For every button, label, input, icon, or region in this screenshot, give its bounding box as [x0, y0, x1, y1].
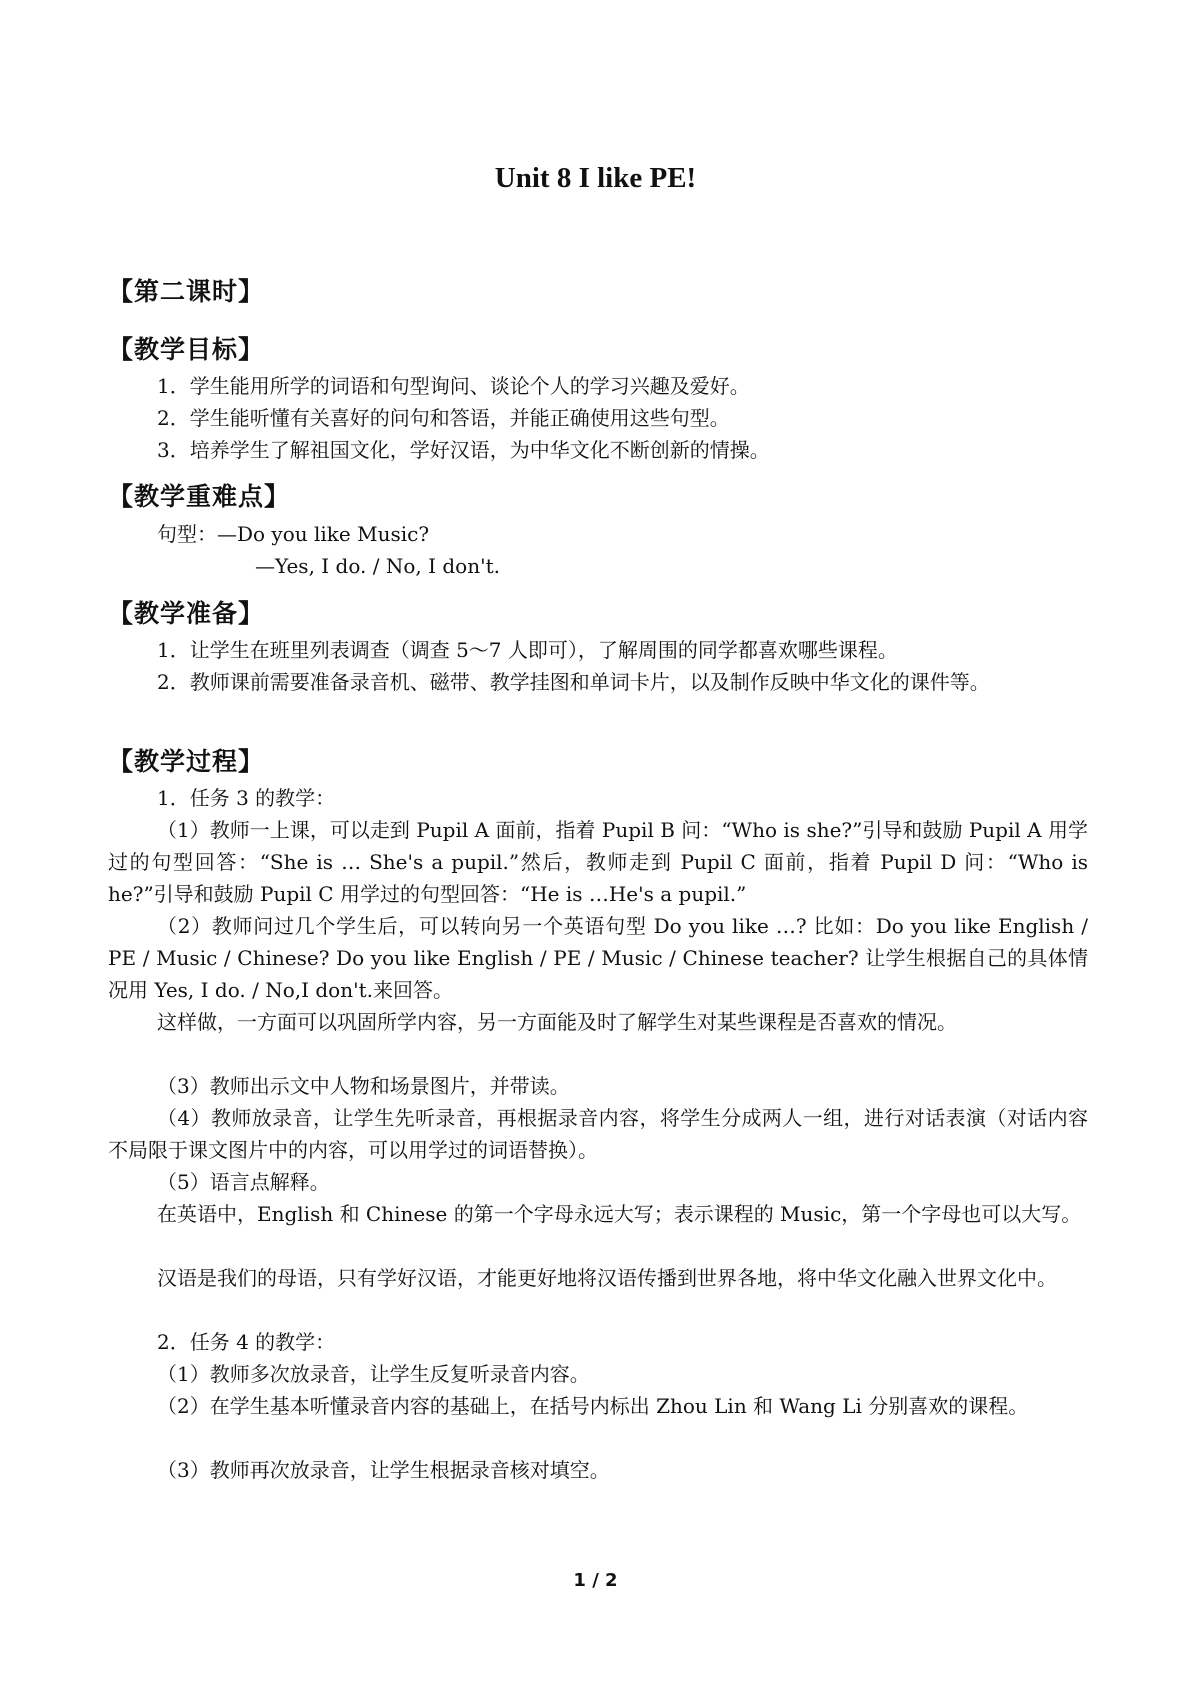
preparation-item: 2．教师课前需要准备录音机、磁带、教学挂图和单词卡片，以及制作反映中华文化的课件等。 — [157, 670, 990, 694]
paragraph: （2）教师问过几个学生后，可以转向另一个英语句型 Do you like …? 比如：Do you like English / PE / Music / Chinese? Do you like English / PE / Music / Chinese teacher? 让学生根据自己的具体情况用 Yes, I do. / No,I don't.来回答。 — [108, 914, 1088, 1002]
preparation-heading: 【教学准备】 — [108, 599, 265, 628]
key-points-heading: 【教学重难点】 — [108, 482, 291, 511]
paragraph: 这样做，一方面可以巩固所学内容，另一方面能及时了解学生对某些课程是否喜欢的情况。 — [157, 1010, 957, 1034]
document-title: Unit 8 I like PE! — [494, 162, 697, 194]
paragraph: 在英语中，English 和 Chinese 的第一个字母永远大写；表示课程的 Music，第一个字母也可以大写。 — [157, 1202, 1082, 1226]
task-title: 2．任务 4 的教学： — [157, 1330, 336, 1354]
lesson-heading: 【第二课时】 — [108, 277, 265, 306]
objective-item: 3．培养学生了解祖国文化，学好汉语，为中华文化不断创新的情操。 — [157, 438, 770, 462]
paragraph: （3）教师出示文中人物和场景图片，并带读。 — [157, 1074, 570, 1098]
paragraph: （3）教师再次放录音，让学生根据录音核对填空。 — [157, 1458, 610, 1482]
paragraph: 汉语是我们的母语，只有学好汉语，才能更好地将汉语传播到世界各地，将中华文化融入世界文化中。 — [157, 1266, 1057, 1290]
paragraph: （1）教师一上课，可以走到 Pupil A 面前，指着 Pupil B 问：“Who is she?”引导和鼓励 Pupil A 用学过的句型回答：“She is … She's a pupil.”然后，教师走到 Pupil C 面前，指着 Pupil D 问：“Who is he?”引导和鼓励 Pupil C 用学过的句型回答：“He is …He's a pupil.” — [108, 818, 1088, 906]
objective-item: 1．学生能用所学的词语和句型询问、谈论个人的学习兴趣及爱好。 — [157, 374, 750, 398]
paragraph: （5）语言点解释。 — [157, 1170, 330, 1194]
page-number: 1 / 2 — [573, 1570, 618, 1591]
key-point-line: —Yes, I do. / No, I don't. — [255, 554, 500, 578]
paragraph: （4）教师放录音，让学生先听录音，再根据录音内容，将学生分成两人一组，进行对话表演（对话内容不局限于课文图片中的内容，可以用学过的词语替换）。 — [108, 1106, 1088, 1162]
paragraph: （2）在学生基本听懂录音内容的基础上，在括号内标出 Zhou Lin 和 Wang Li 分别喜欢的课程。 — [157, 1394, 1029, 1418]
process-heading: 【教学过程】 — [108, 747, 265, 776]
objective-item: 2．学生能听懂有关喜好的问句和答语，并能正确使用这些句型。 — [157, 406, 730, 430]
paragraph: （1）教师多次放录音，让学生反复听录音内容。 — [157, 1362, 590, 1386]
preparation-item: 1．让学生在班里列表调查（调查 5～7 人即可），了解周围的同学都喜欢哪些课程。 — [157, 638, 898, 662]
objectives-heading: 【教学目标】 — [108, 335, 265, 364]
key-point-line: 句型：—Do you like Music? — [157, 522, 430, 546]
task-title: 1．任务 3 的教学： — [157, 786, 336, 810]
